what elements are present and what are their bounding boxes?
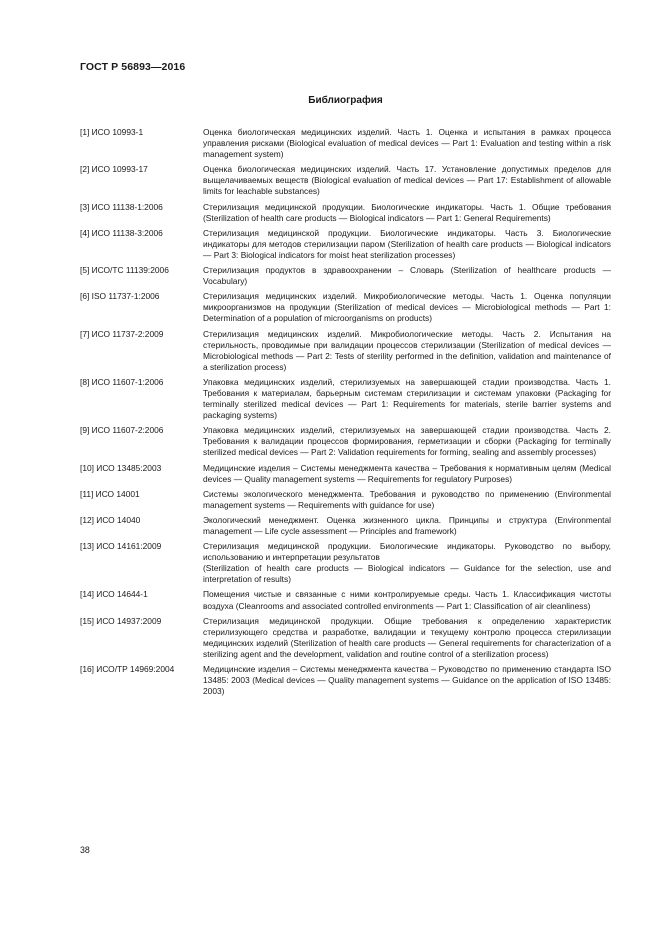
reference-text: Стерилизация медицинских изделий. Микробиологические методы. Часть 2. Испытания на стерильность, проводимые при валидации процессов стерилизации (Sterilization of medical devices — Microbiological methods — Part 2: Tests of sterility performed in the definition, validation and maintenance of a sterilization process) <box>203 328 611 372</box>
reference-text: Помещения чистые и связанные с ними контролируемые среды. Часть 1. Классификация чистоты воздуха (Cleanrooms and associated controlled environments — Part 1: Classification of air cleanliness) <box>203 589 611 611</box>
reference-text: Медицинские изделия – Системы менеджмента качества – Требования к нормативным целям (Medical devices — Quality management systems — Requirements for regulatory Purposes) <box>203 462 611 484</box>
reference-text: Оценка биологическая медицинских изделий. Часть 17. Установление допустимых пределов для выщелачиваемых веществ (Biological evaluation of medical devices — Part 17: Establishment of allowable limits for leachable substances) <box>203 164 611 197</box>
reference-text: Стерилизация медицинских изделий. Микробиологические методы. Часть 1. Оценка популяции микроорганизмов на продукции (Sterilization of medical devices — Microbiological methods — Part 1: Determination of a population of microorganisms on products) <box>203 291 611 324</box>
reference-text: Стерилизация медицинской продукции. Биологические индикаторы. Руководство по выбору, использованию и интерпретации результатов (Sterilization of health care products — Biological indicators — Guidance for the selection, use and interpretation of results) <box>203 541 611 585</box>
reference-entry <box>80 202 611 224</box>
reference-text: Экологический менеджмент. Оценка жизненного цикла. Принципы и структура (Environmental management — Life cycle assessment — Principles and framework) <box>203 514 611 536</box>
reference-label: [6] ISO 11737-1:2006 <box>80 291 160 302</box>
reference-entry <box>80 515 611 537</box>
reference-entry <box>80 489 611 511</box>
reference-label: [7] ИСО 11737-2:2009 <box>80 328 164 339</box>
reference-label: [10] ИСО 13485:2003 <box>80 462 162 473</box>
reference-label: [15] ИСО 14937:2009 <box>80 615 162 626</box>
reference-label: [8] ИСО 11607-1:2006 <box>80 376 164 387</box>
page-number: 38 <box>80 845 90 855</box>
reference-entry <box>80 664 611 697</box>
reference-label: [11] ИСО 14001 <box>80 488 140 499</box>
reference-label: [1] ИСО 10993-1 <box>80 127 144 137</box>
reference-text: Стерилизация медицинской продукции. Общие требования к определению характеристик стерилизующего средства и разработке, валидации и текущему контролю процесса стерилизации медицинских изделий (Sterilization of health care products — General requirements for characterization of a sterilizing agent and the development, validation and routine control of a sterilization process) <box>203 615 611 659</box>
reference-entry <box>80 164 611 197</box>
reference-entry <box>80 541 611 585</box>
reference-text: Системы экологического менеджмента. Требования и руководство по применению (Environmental management systems — Requirements with guidance for use) <box>203 488 611 510</box>
reference-label: [2] ИСО 10993-17 <box>80 164 148 175</box>
reference-entry <box>80 265 611 287</box>
reference-label: [3] ИСО 11138-1:2006 <box>80 201 163 212</box>
reference-label: [4] ИСО 11138-3:2006 <box>80 227 163 238</box>
reference-entry <box>80 228 611 261</box>
reference-entry <box>80 616 611 660</box>
reference-text: Оценка биологическая медицинских изделий. Часть 1. Оценка и испытания в рамках процесса управления рисками (Biological evaluation of medical devices — Part 1: Evaluation and testing within a risk management system) <box>203 127 611 160</box>
reference-label: [16] ИСО/ТР 14969:2004 <box>80 664 175 675</box>
reference-text: Стерилизация медицинской продукции. Биологические индикаторы. Часть 3. Биологические индикаторы для методов стерилизации паром (Sterilization of health care products — Biological indicators — Part 3: Biological indicators for moist heat sterilization processes) <box>203 227 611 260</box>
reference-entry <box>80 425 611 458</box>
reference-entry <box>80 463 611 485</box>
reference-entry <box>80 377 611 421</box>
bibliography-list <box>80 127 611 697</box>
reference-label: [12] ИСО 14040 <box>80 514 141 525</box>
reference-text: Упаковка медицинских изделий, стерилизуемых на завершающей стадии производства. Часть 1. Требования к материалам, барьерным системам стерилизации и системам упаковки (Packaging for terminally sterilized medical devices — Part 1: Requirements for materials, sterile barrier systems and packaging systems) <box>203 376 611 421</box>
reference-text: Стерилизация продуктов в здравоохранении – Словарь (Sterilization of healthcare products — Vocabulary) <box>203 265 611 287</box>
reference-entry <box>80 329 611 373</box>
reference-label: [14] ИСО 14644-1 <box>80 589 148 600</box>
reference-text: Медицинские изделия – Системы менеджмента качества – Руководство по применению стандарта ISO 13485: 2003 (Medical devices — Quality management systems — Guidance on the application of ISO 13485: 2003) <box>203 664 611 697</box>
reference-text: Стерилизация медицинской продукции. Биологические индикаторы. Часть 1. Общие требования (Sterilization of health care products — Biological indicators — Part 1: General Requirements) <box>203 201 611 223</box>
reference-entry <box>80 291 611 324</box>
document-code: ГОСТ Р 56893—2016 <box>80 61 186 73</box>
reference-entry <box>80 127 611 160</box>
reference-entry <box>80 589 611 611</box>
reference-label: [5] ИСО/ТС 11139:2006 <box>80 265 169 276</box>
reference-label: [9] ИСО 11607-2:2006 <box>80 425 164 436</box>
reference-label: [13] ИСО 14161:2009 <box>80 541 162 552</box>
reference-text: Упаковка медицинских изделий, стерилизуемых на завершающей стадии производства. Часть 2. Требования к валидации процессов формирования, герметизации и сборки (Packaging for terminally sterilized medical devices — Part 2: Validation requirements for forming, sealing and assembly processes) <box>203 425 611 458</box>
section-title: Библиография <box>308 95 383 106</box>
